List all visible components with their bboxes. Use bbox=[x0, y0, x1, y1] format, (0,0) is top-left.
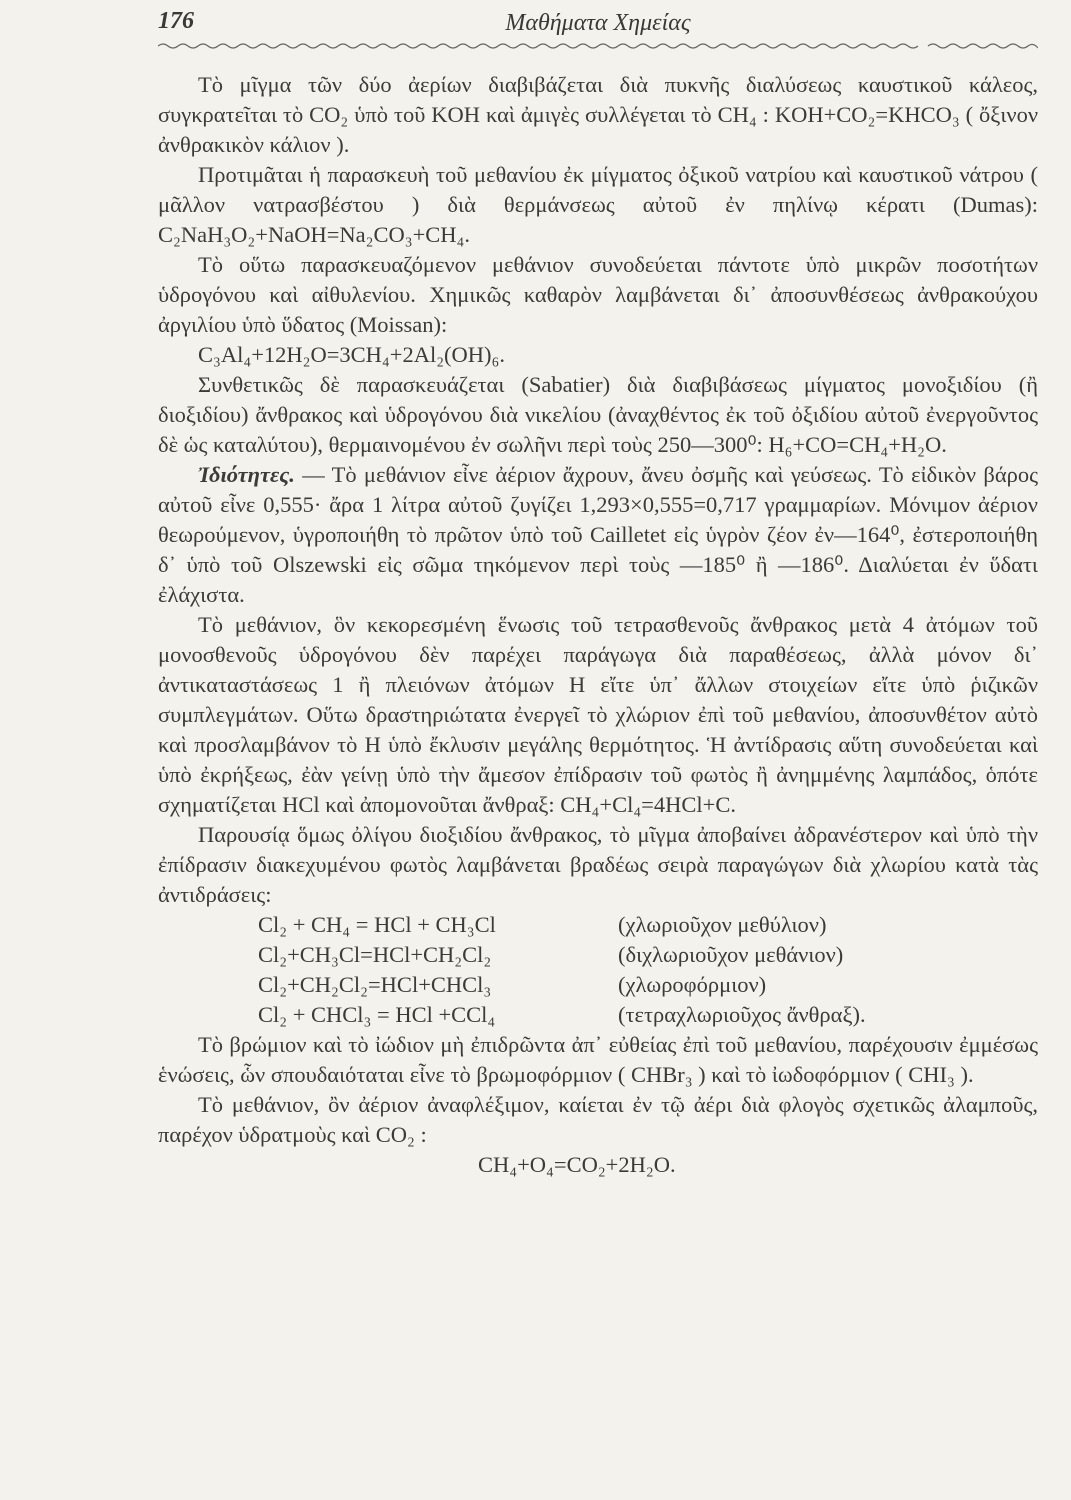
page-number: 176 bbox=[158, 8, 194, 34]
paragraph: Προτιμᾶται ἡ παρασκευὴ τοῦ μεθανίου ἐκ μίγματος ὀξικοῦ νατρίου καὶ καυστικοῦ νάτρου ( μᾶλλον νατρασβέστου ) διὰ θερμάνσεως αὐτοῦ ἐν πηλίνῳ κέρατι (Dumas): C₂NaH₃O₂+NaOH=Na₂CO₃+CH₄. bbox=[158, 162, 1038, 247]
paragraph: Τὸ μεθάνιον, ὃν κεκορεσμένη ἕνωσις τοῦ τετρασθενοῦς ἄνθρακος μετὰ 4 ἀτόμων τοῦ μονοσθενοῦς ὑδρογόνου δὲν παρέχει παράγωγα διὰ παραθέσεως, ἀλλὰ μόνον δι᾽ ἀντικαταστάσεως 1 ἢ πλειόνων ἀτόμων H εἴτε ὑπ᾽ ἄλλων στοιχείων εἴτε ὑπὸ ῥιζικῶν συμπλεγμάτων. Οὕτω δραστηριώτατα ἐνεργεῖ τὸ χλώριον ἐπὶ τοῦ μεθανίου, ἀποσυνθέτον αὐτὸ καὶ προσλαμβάνον τὸ H ὑπὸ ἔκλυσιν μεγάλης θερμότητος. Ἡ ἀντίδρασις αὕτη συνοδεύεται καὶ ὑπὸ ἐκρήξεως, ἐὰν γείνῃ ὑπὸ τὴν ἄμεσον ἐπίδρασιν τοῦ φωτὸς ἢ ἀνημμένης λαμπάδος, ὁπότε σχηματίζεται HCl καὶ ἀπομονοῦται ἄνθραξ: CH₄+Cl₄=4HCl+C. bbox=[158, 612, 1038, 817]
reaction-product: (διχλωριοῦχον μεθάνιον) bbox=[618, 942, 844, 967]
reaction-equation: Cl₂ + CH₄ = HCl + CH₃Cl bbox=[258, 912, 496, 937]
reaction-row bbox=[258, 970, 1038, 1000]
formula-combustion: CH₄+O₄=CO₂+2H₂O. bbox=[478, 1152, 676, 1177]
page-header bbox=[158, 8, 1038, 38]
properties-text: — Τὸ μεθάνιον εἶνε ἀέριον ἄχρουν, ἄνευ ὀσμῆς καὶ γεύσεως. Τὸ εἰδικὸν βάρος αὐτοῦ εἶνε 0,555· ἄρα 1 λίτρα αὐτοῦ ζυγίζει 1,293×0,555=0,717 γραμμαρίων. Μόνιμον ἀέριον θεωρούμενον, ὑγροποιήθη τὸ πρῶτον ὑπὸ τοῦ Cailletet εἰς ὑγρὸν ζέον ἐν—164⁰, ἐστεροποιήθη δ᾽ ὑπὸ τοῦ Olszewski εἰς σῶμα τηκόμενον περὶ τοὺς —185⁰ ἢ —186⁰. Διαλύεται ἐν ὕδατι ἐλάχιστα. bbox=[158, 462, 1038, 607]
paragraph: Τὸ βρώμιον καὶ τὸ ἰώδιον μὴ ἐπιδρῶντα ἀπ᾽ εὐθείας ἐπὶ τοῦ μεθανίου, παρέχουσιν ἐμμέσως ἑνώσεις, ὧν σπουδαιόταται εἶνε τὸ βρωμοφόρμιον ( CHBr₃ ) καὶ τὸ ἰωδοφόρμιον ( CHI₃ ). bbox=[158, 1032, 1038, 1087]
properties-paragraph bbox=[158, 460, 1038, 610]
reaction-list bbox=[158, 910, 1038, 1030]
section-title: Ἰδιότητες. bbox=[198, 462, 295, 487]
reaction-row bbox=[258, 1000, 1038, 1030]
reaction-equation: Cl₂+CH₂Cl₂=HCl+CHCl₃ bbox=[258, 972, 492, 997]
paragraph: Παρουσίᾳ ὅμως ὀλίγου διοξιδίου ἄνθρακος, τὸ μῖγμα ἀποβαίνει ἀδρανέστερον καὶ ὑπὸ τὴν ἐπίδρασιν διακεχυμένου φωτὸς λαμβάνεται βραδέως σειρὰ παραγώγων διὰ χλωρίου κατὰ τὰς ἀντιδράσεις: bbox=[158, 822, 1038, 907]
body-text bbox=[158, 70, 1038, 1180]
paragraph: Συνθετικῶς δὲ παρασκευάζεται (Sabatier) διὰ διαβιβάσεως μίγματος μονοξιδίου (ἢ διοξιδίου) ἄνθρακος καὶ ὑδρογόνου διὰ νικελίου (ἀναχθέντος ἐκ τοῦ ὀξιδίου αὐτοῦ ἐνεργοῦντος δὲ ὡς καταλύτου), θερμαινομένου ἐν σωλῆνι περὶ τοὺς 250—300⁰: H₆+CO=CH₄+H₂O. bbox=[158, 372, 1038, 457]
reaction-product: (χλωριοῦχον μεθύλιον) bbox=[618, 912, 827, 937]
formula-moissan: C₃Al₄+12H₂O=3CH₄+2Al₂(OH)₆. bbox=[198, 342, 506, 367]
reaction-product: (χλωροφόρμιον) bbox=[618, 972, 767, 997]
reaction-product: (τετραχλωριοῦχος ἄνθραξ). bbox=[618, 1002, 866, 1027]
paragraph: Τὸ οὕτω παρασκευαζόμενον μεθάνιον συνοδεύεται πάντοτε ὑπὸ μικρῶν ποσοτήτων ὑδρογόνου καὶ αἰθυλενίου. Χημικῶς καθαρὸν λαμβάνεται δι᾽ ἀποσυνθέσεως ἀνθρακούχου ἀργιλίου ὑπὸ ὕδατος (Moissan): bbox=[158, 252, 1038, 337]
running-title: Μαθήματα Χημείας bbox=[505, 10, 691, 36]
reaction-row bbox=[258, 910, 1038, 940]
paragraph: Τὸ μῖγμα τῶν δύο ἀερίων διαβιβάζεται διὰ πυκνῆς διαλύσεως καυστικοῦ κάλεος, συγκρατεῖται τὸ CO₂ ὑπὸ τοῦ KOH καὶ ἀμιγὲς συλλέγεται τὸ CH₄ : KOH+CO₂=KHCO₃ ( ὄξινον ἀνθρακικὸν κάλιον ). bbox=[158, 72, 1038, 157]
reaction-row bbox=[258, 940, 1038, 970]
reaction-equation: Cl₂+CH₃Cl=HCl+CH₂Cl₂ bbox=[258, 942, 492, 967]
paragraph: Τὸ μεθάνιον, ὂν ἀέριον ἀναφλέξιμον, καίεται ἐν τῷ ἀέρι διὰ φλογὸς σχετικῶς ἀλαμποῦς, παρέχον ὑδρατμοὺς καὶ CO₂ : bbox=[158, 1092, 1038, 1147]
reaction-equation: Cl₂ + CHCl₃ = HCl +CCl₄ bbox=[258, 1002, 496, 1027]
decorative-wavy-rule bbox=[158, 40, 1038, 54]
